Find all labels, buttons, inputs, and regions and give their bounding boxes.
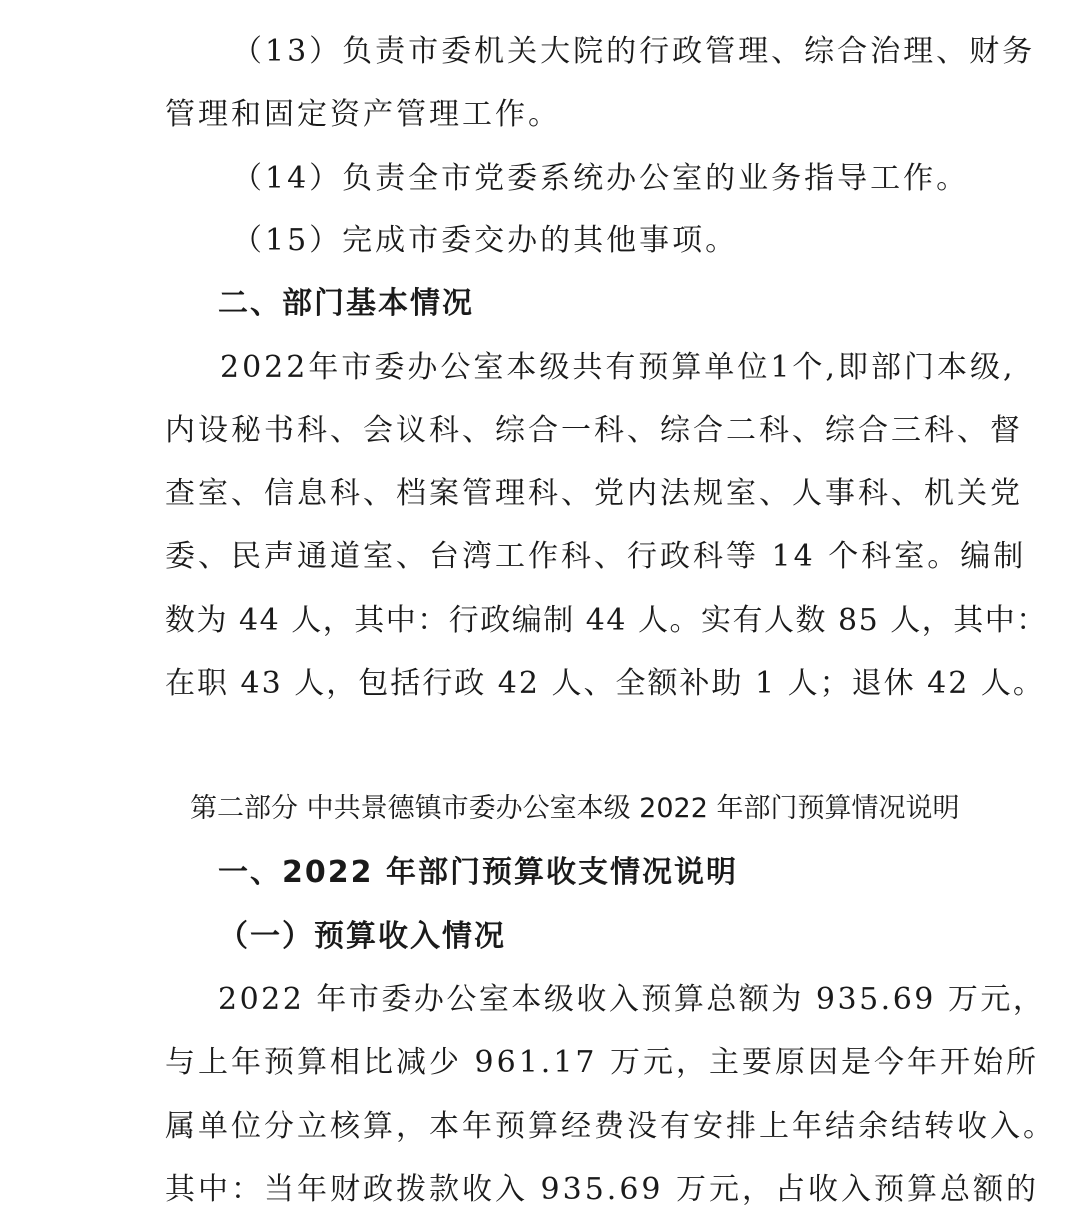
item-13-line-2: 管理和固定资产管理工作。 [165,97,561,132]
item-13-line-1: （13）负责市委机关大院的行政管理、综合治理、财务 [232,34,1036,69]
part-two-title: 第二部分 中共景德镇市委办公室本级 2022 年部门预算情况说明 [190,793,960,824]
paragraph-line: 与上年预算相比减少 961.17 万元，主要原因是今年开始所 [165,1045,1040,1080]
section-heading-budget-overview: 一、2022 年部门预算收支情况说明 [218,855,738,890]
paragraph-line: 内设秘书科、会议科、综合一科、综合二科、综合三科、督 [165,413,1023,448]
paragraph-line: 委、民声通道室、台湾工作科、行政科等 14 个科室。编制 [165,539,1027,574]
paragraph-line: 在职 43 人，包括行政 42 人、全额补助 1 人；退休 42 人。 [165,666,1045,701]
paragraph-line: 属单位分立核算，本年预算经费没有安排上年结余结转收入。 [165,1109,1056,1144]
paragraph-line: 数为 44 人，其中：行政编制 44 人。实有人数 85 人，其中： [165,603,1048,638]
item-15: （15）完成市委交办的其他事项。 [232,223,739,258]
subheading-budget-income: （一）预算收入情况 [218,919,506,954]
paragraph-line: 查室、信息科、档案管理科、党内法规室、人事科、机关党 [165,476,1023,511]
paragraph-line: 2022年市委办公室本级共有预算单位1个,即部门本级, [220,350,1016,385]
paragraph-line: 2022 年市委办公室本级收入预算总额为 935.69 万元， [218,982,1046,1017]
paragraph-line: 其中：当年财政拨款收入 935.69 万元，占收入预算总额的 [165,1172,1040,1207]
section-heading-basic-info: 二、部门基本情况 [218,286,474,321]
item-14: （14）负责全市党委系统办公室的业务指导工作。 [232,161,970,196]
